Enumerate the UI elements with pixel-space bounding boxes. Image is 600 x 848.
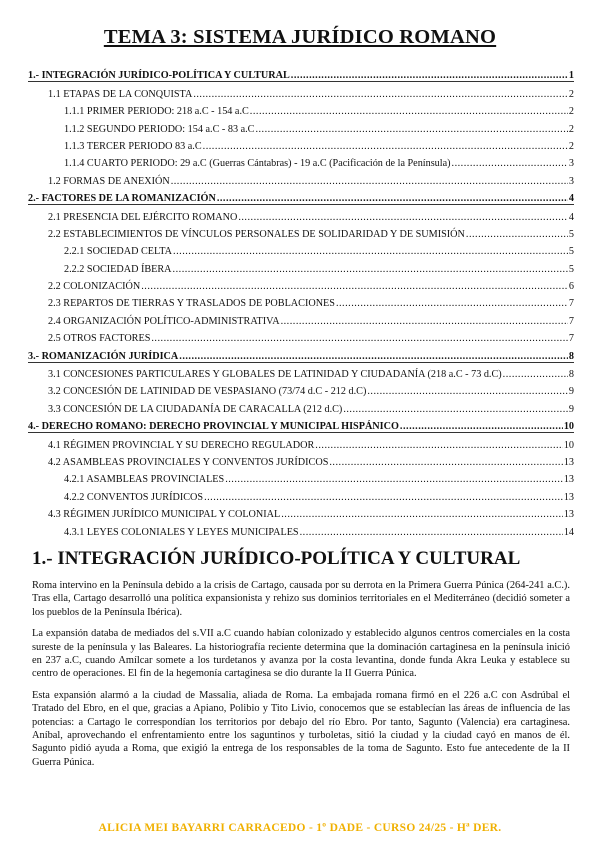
toc-entry[interactable] [28,292,574,309]
toc-leader-dots [238,212,568,223]
toc-entry-page: 14 [563,526,574,538]
toc-entry-label: 3.3 CONCESIÓN DE LA CIUDADANÍA DE CARACALLA (212 d.C) [48,403,343,415]
toc-entry-label: 1.1 ETAPAS DE LA CONQUISTA [48,88,193,100]
toc-entry-label: 1.1.4 CUARTO PERIODO: 29 a.C (Guerras Cántabras) - 19 a.C (Pacificación de la Península) [64,158,451,170]
toc-entry[interactable] [28,257,574,274]
toc-entry[interactable] [28,64,574,82]
toc-entry-label: 2.4 ORGANIZACIÓN POLÍTICO-ADMINISTRATIVA [48,315,280,327]
toc-entry[interactable] [28,485,574,502]
toc-entry-label: 4.2 ASAMBLEAS PROVINCIALES Y CONVENTOS JURÍDICOS [48,456,329,468]
toc-leader-dots [466,229,568,240]
toc-entry-label: 3.2 CONCESIÓN DE LATINIDAD DE VESPASIANO (73/74 d.C - 212 d.C) [48,386,367,398]
toc-entry-page: 8 [568,369,574,381]
toc-entry-page: 3 [568,158,574,170]
toc-leader-dots [336,298,568,309]
toc-entry-page: 13 [563,474,574,486]
toc-entry-label: 4.1 RÉGIMEN PROVINCIAL Y SU DERECHO REGULADOR [48,439,315,451]
toc-entry-label: 1.2 FORMAS DE ANEXIÓN [48,175,170,187]
toc-entry-page: 1 [568,70,574,82]
toc-leader-dots [193,89,568,100]
toc-entry[interactable] [28,135,574,152]
toc-leader-dots [255,124,567,135]
toc-entry[interactable] [28,468,574,485]
toc-entry-label: 3.1 CONCESIONES PARTICULARES Y GLOBALES DE LATINIDAD Y CIUDADANÍA (218 a.C - 73 d.C) [48,369,502,381]
toc-entry-label: 4.2.2 CONVENTOS JURÍDICOS [64,491,204,503]
toc-entry[interactable] [28,169,574,186]
toc-entry[interactable] [28,187,574,205]
toc-entry-page: 13 [563,509,574,521]
paragraph-2: La expansión databa de mediados del s.VII a.C cuando habían colonizado y establecido algunos centros comerciales en la costa sureste de la península y las Baleares. La historiografía reciente determina que la dominación cartaginesa en la península inició en 237 a.C, cuando Amílcar somete a los turdetanos y avanza por la costa levantina, donde funda Akra Leuka y establece su centro de operaciones. El fin de la hegemonía cartaginesa se dio durante la II Guerra Púnica. [32,628,570,680]
toc-entry[interactable] [28,344,574,362]
toc-entry-label: 2.2 COLONIZACIÓN [48,281,141,293]
toc-leader-dots [179,351,568,362]
toc-entry-page: 13 [563,456,574,468]
toc-entry[interactable] [28,363,574,380]
toc-entry-label: 2.5 OTROS FACTORES [48,333,151,345]
toc-entry[interactable] [28,100,574,117]
footer: ALICIA MEI BAYARRI CARRACEDO - 1º DADE - CURSO 24/25 - Hª DER. [98,822,502,834]
toc-leader-dots [204,492,563,503]
toc-leader-dots [141,281,568,292]
toc-entry-page: 9 [568,386,574,398]
toc-leader-dots [329,457,562,468]
toc-leader-dots [151,333,568,344]
toc-entry-page: 4 [568,211,574,223]
toc-leader-dots [171,176,568,187]
toc-entry-page: 7 [568,333,574,345]
toc-entry-label: 3.- ROMANIZACIÓN JURÍDICA [28,350,179,362]
toc-entry-page: 8 [568,350,574,362]
toc-entry-page: 10 [563,439,574,451]
toc-entry-page: 9 [568,403,574,415]
toc-entry-label: 1.1.1 PRIMER PERIODO: 218 a.C - 154 a.C [64,106,249,118]
toc-leader-dots [173,246,568,257]
toc-leader-dots [281,509,563,520]
toc-entry[interactable] [28,117,574,134]
toc-entry[interactable] [28,503,574,520]
toc-entry[interactable] [28,309,574,326]
toc-entry-page: 7 [568,315,574,327]
toc-leader-dots [225,474,563,485]
toc-entry-label: 2.2 ESTABLECIMIENTOS DE VÍNCULOS PERSONALES DE SOLIDARIDAD Y DE SUMISIÓN [48,228,465,240]
toc-leader-dots [400,421,563,432]
toc-entry[interactable] [28,380,574,397]
toc-leader-dots [452,158,568,169]
toc-entry-label: 4.3.1 LEYES COLONIALES Y LEYES MUNICIPALES [64,526,299,538]
section-heading: 1.- INTEGRACIÓN JURÍDICO-POLÍTICA Y CULTURAL [32,548,521,569]
toc-leader-dots [291,70,568,81]
toc-entry[interactable] [28,223,574,240]
toc-entry[interactable] [28,275,574,292]
toc-entry-page: 2 [568,140,574,152]
toc-entry[interactable] [28,240,574,257]
toc-entry-page: 3 [568,175,574,187]
toc-entry-label: 2.2.1 SOCIEDAD CELTA [64,246,173,258]
table-of-contents [28,64,574,538]
toc-entry[interactable] [28,433,574,450]
toc-leader-dots [315,440,563,451]
toc-entry[interactable] [28,327,574,344]
toc-entry-label: 2.- FACTORES DE LA ROMANIZACIÓN [28,193,216,205]
toc-entry-page: 2 [568,88,574,100]
toc-entry[interactable] [28,520,574,537]
toc-entry-page: 5 [568,246,574,258]
toc-entry-label: 1.1.2 SEGUNDO PERIODO: 154 a.C - 83 a.C [64,123,255,135]
toc-entry[interactable] [28,451,574,468]
toc-entry[interactable] [28,82,574,99]
toc-leader-dots [503,369,568,380]
toc-entry-label: 1.1.3 TERCER PERIODO 83 a.C [64,140,202,152]
toc-leader-dots [203,141,568,152]
page-title: TEMA 3: SISTEMA JURÍDICO ROMANO [103,26,497,48]
toc-entry-page: 7 [568,298,574,310]
toc-entry-page: 5 [568,228,574,240]
toc-entry-page: 4 [568,193,574,205]
toc-entry-page: 13 [563,491,574,503]
toc-entry-label: 2.1 PRESENCIA DEL EJÉRCITO ROMANO [48,211,238,223]
toc-leader-dots [173,264,568,275]
toc-entry[interactable] [28,205,574,222]
toc-entry-page: 10 [563,421,574,433]
toc-entry-page: 2 [568,123,574,135]
toc-entry-page: 6 [568,281,574,293]
toc-leader-dots [367,386,568,397]
toc-entry[interactable] [28,397,574,414]
toc-entry-label: 4.- DERECHO ROMANO: DERECHO PROVINCIAL Y MUNICIPAL HISPÁNICO [28,421,399,433]
body-text [32,579,570,777]
toc-entry-page: 2 [568,106,574,118]
paragraph-3: Esta expansión alarmó a la ciudad de Massalia, aliada de Roma. La embajada romana firmó en el 226 a.C con Asdrúbal el Tratado del Ebro, en el que, gracias a Apiano, Polibio y Tito Livio, conocemos que se establecían las áreas de influencia de las potencias: a Cartago le correspondían los territorios por debajo del río Ebro. Por tanto, Sagunto (Valencia) era cartaginesa. Aníbal, aprovechando el enfrentamiento entre los saguntinos y turboletas, sitió la ciudad y la ciudad cayó en manos de él. Sagunto pidió ayuda a Roma, que exigió la entrega de los responsables de la toma de Sagunto. Esto fue antecedente de la II Guerra Púnica. [32,689,570,768]
toc-entry-label: 1.- INTEGRACIÓN JURÍDICO-POLÍTICA Y CULTURAL [28,70,290,82]
toc-entry-label: 2.2.2 SOCIEDAD ÍBERA [64,263,172,275]
toc-leader-dots [217,193,568,204]
toc-entry-label: 4.3 RÉGIMEN JURÍDICO MUNICIPAL Y COLONIAL [48,509,281,521]
toc-entry-label: 2.3 REPARTOS DE TIERRAS Y TRASLADOS DE POBLACIONES [48,298,335,310]
paragraph-1: Roma intervino en la Península debido a la crisis de Cartago, causada por su derrota en la Primera Guerra Púnica (264-241 a.C.). Tras ella, Cartago desarrolló una política expansionista y rehizo sus dominios territoriales en el Mediterráneo (decidió someter a los pueblos de la Península Ibérica). [32,580,570,618]
toc-leader-dots [300,527,563,538]
toc-entry-label: 4.2.1 ASAMBLEAS PROVINCIALES [64,474,225,486]
toc-leader-dots [343,404,568,415]
toc-leader-dots [250,106,568,117]
toc-entry-page: 5 [568,263,574,275]
toc-leader-dots [281,316,568,327]
toc-entry[interactable] [28,415,574,433]
toc-entry[interactable] [28,152,574,169]
